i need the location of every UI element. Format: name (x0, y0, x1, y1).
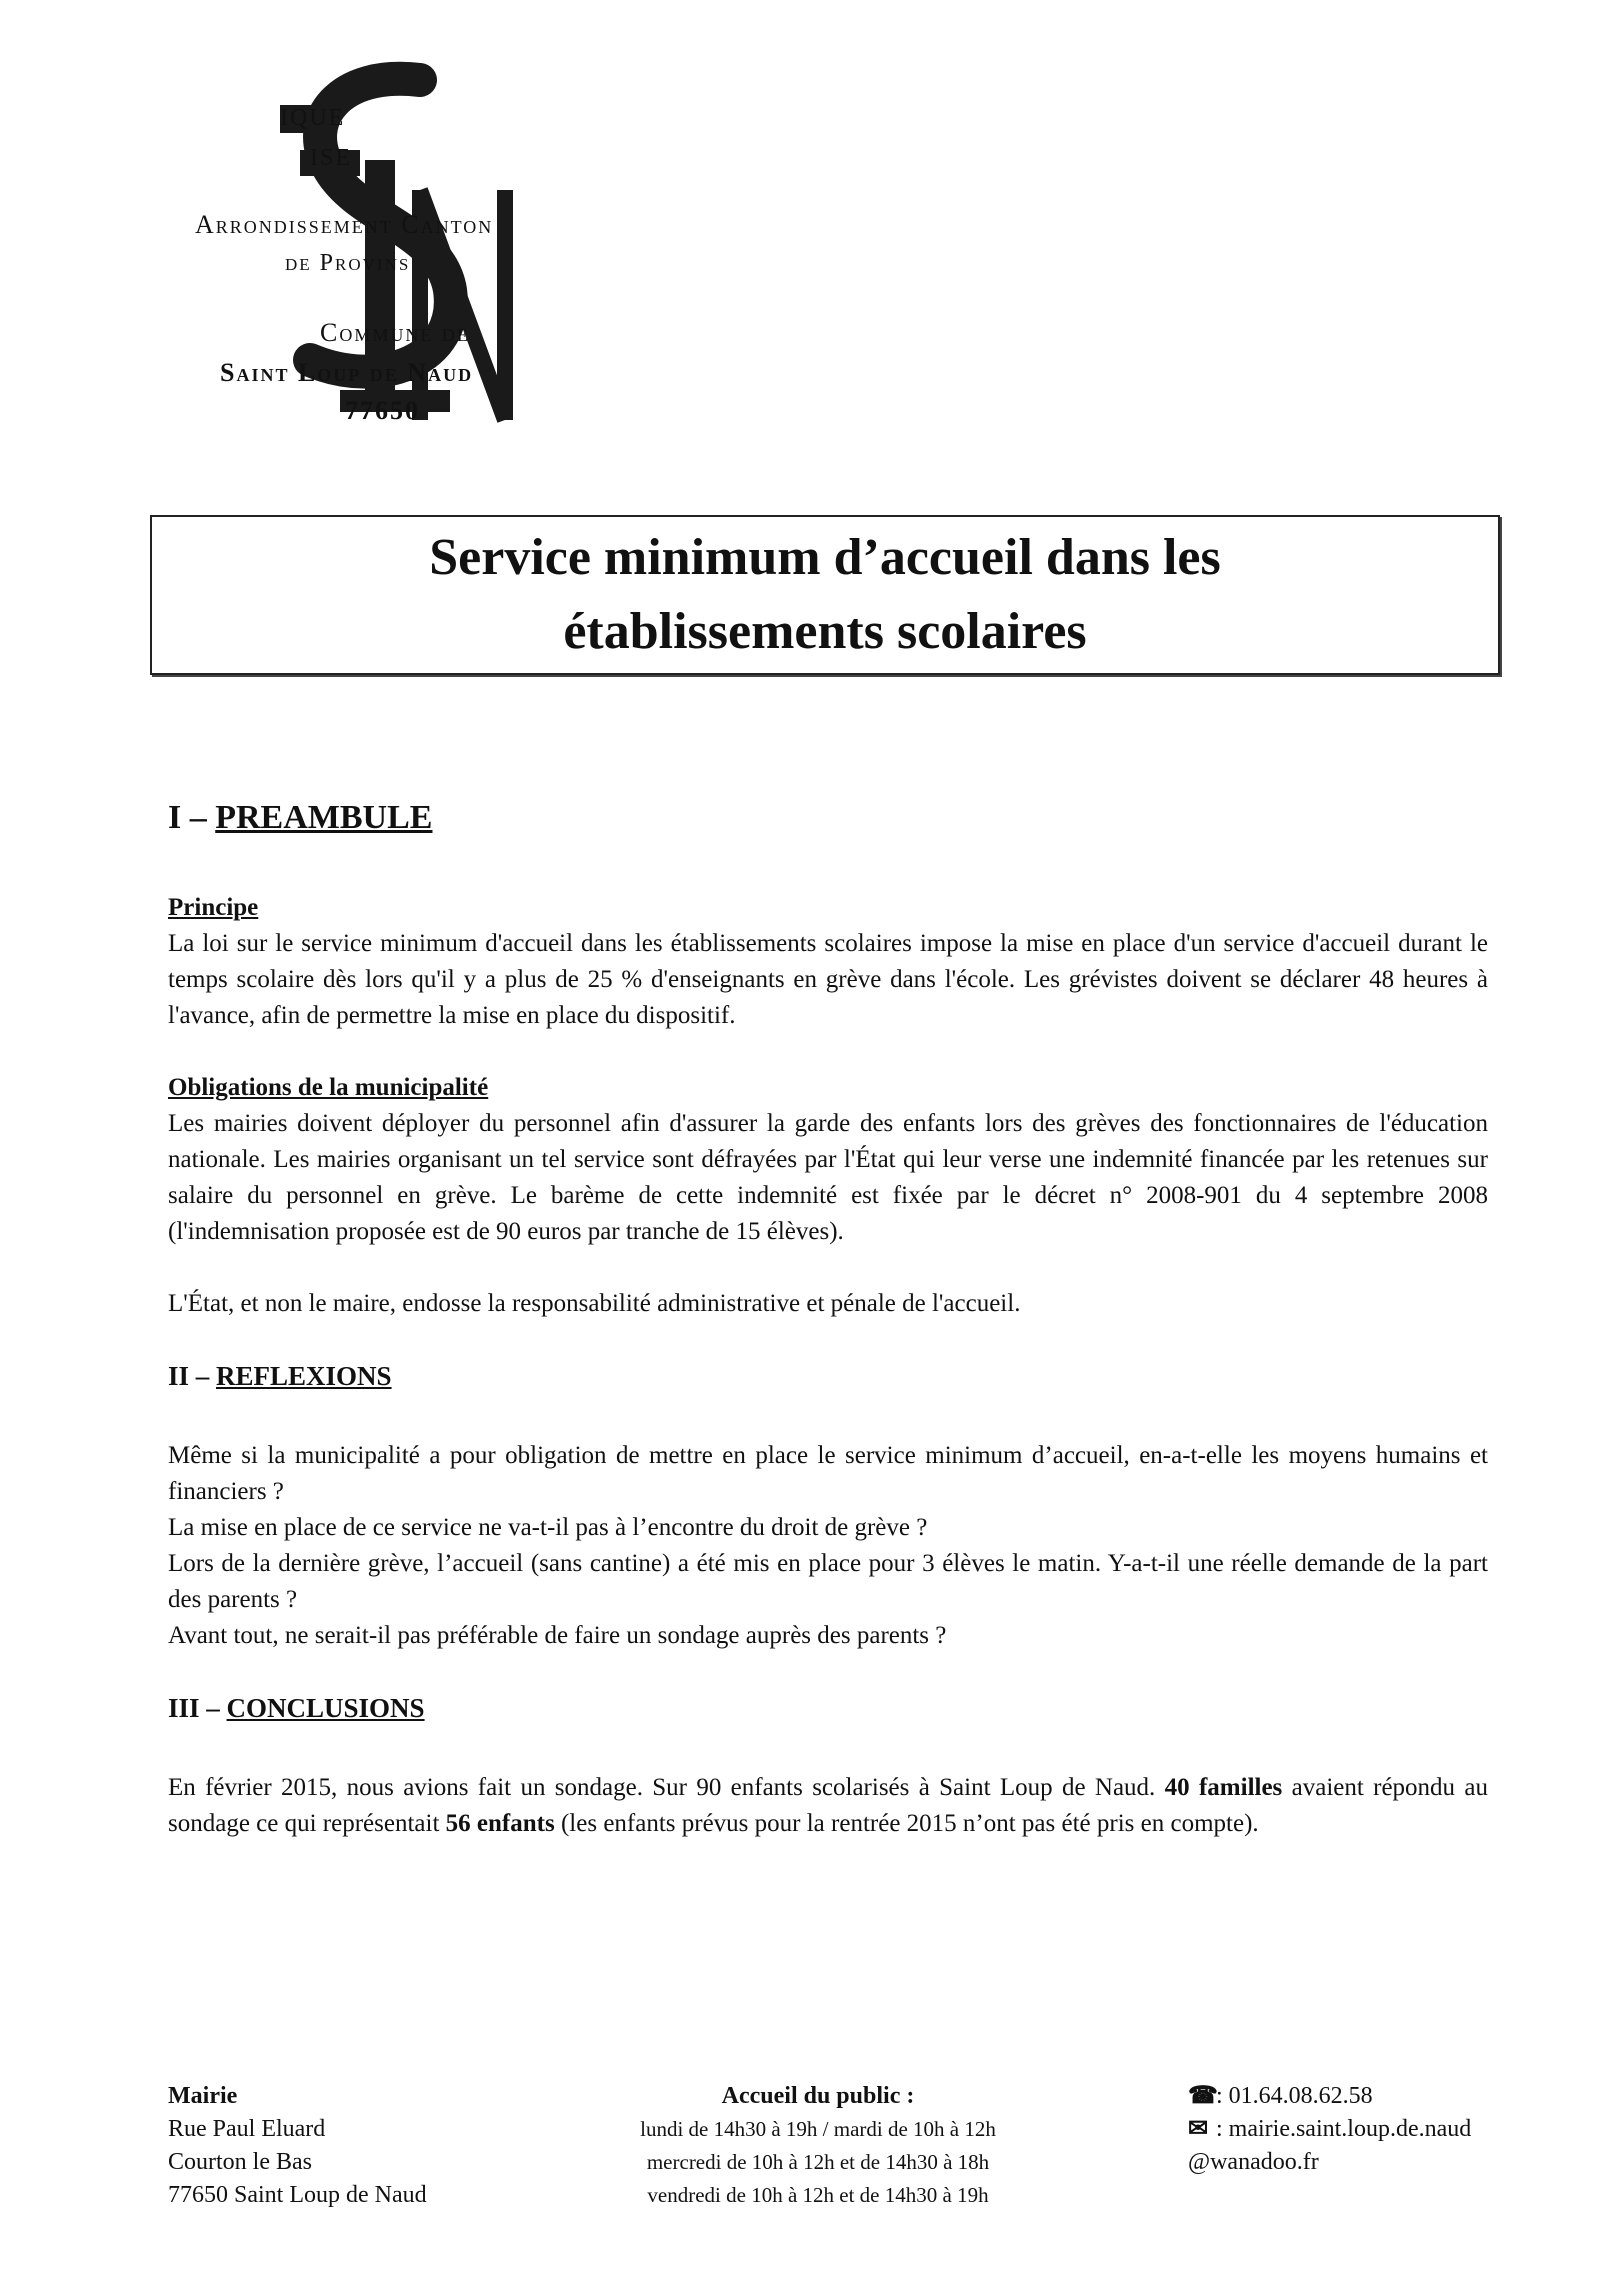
obligations-text: Les mairies doivent déployer du personnel afin d'assurer la garde des enfants lors des grèves des fonctionnaires de l'éducation nationale. Les mairies organisant un tel service sont défrayées par l'État qui leur verse une indemnité financée par les retenues sur salaire du personnel en grève. Le barème de cette indemnité est fixée par le décret n° 2008-901 du 4 septembre 2008 (l'indemnisation proposée est de 90 euros par tranche de 15 élèves). (168, 1110, 1488, 1245)
document-title (429, 521, 1221, 669)
heading-text: PREAMBULE (215, 799, 433, 836)
conclusions-part-a: En février 2015, nous avions fait un sondage. Sur 90 enfants scolarisés à Saint Loup de Naud. (168, 1774, 1165, 1801)
principe-text: La loi sur le service minimum d'accueil dans les établissements scolaires impose la mise en place d'un service d'accueil durant le temps scolaire dès lors qu'il y a plus de 25 % d'enseignants en grève dans l'école. Les grévistes doivent se déclarer 48 heures à l'avance, afin de permettre la mise en place du dispositif. (168, 930, 1488, 1029)
address-line-3: 77650 Saint Loup de Naud (168, 2182, 427, 2208)
letterhead-postcode: 77650 (345, 396, 420, 425)
letterhead-town: Saint Loup de Naud (220, 358, 474, 387)
address-line-1: Rue Paul Eluard (168, 2116, 326, 2142)
heading-number: I – (168, 799, 216, 836)
section-conclusions-heading (168, 1690, 1488, 1726)
obligations-title: Obligations de la municipalité (168, 1074, 489, 1101)
email-line-1: : mairie.saint.loup.de.naud (1210, 2116, 1472, 2142)
letterhead-provins: de Provins (285, 250, 411, 276)
title-line-2: établissements scolaires (563, 603, 1087, 660)
email-line-2: @wanadoo.fr (1188, 2149, 1319, 2175)
email-row (1188, 2113, 1471, 2146)
phone-number: : 01.64.08.62.58 (1210, 2083, 1373, 2109)
phone-row (1188, 2080, 1471, 2113)
reflexions-text-4: Avant tout, ne serait-il pas préférable de faire un sondage auprès des parents ? (168, 1622, 947, 1649)
conclusions-familles: 40 familles (1164, 1774, 1283, 1801)
hours-line-1: lundi de 14h30 à 19h / mardi de 10h à 12h (640, 2117, 996, 2141)
letterhead-line-2: ISE (310, 145, 352, 171)
heading-number: III – (168, 1693, 227, 1723)
etat-text: L'État, et non le maire, endosse la responsabilité administrative et pénale de l'accueil. (168, 1290, 1021, 1317)
reflexions-text-1: Même si la municipalité a pour obligation de mettre en place le service minimum d’accueil, en-a-t-elle les moyens humains et financiers ? (168, 1442, 1488, 1505)
hours-line-2: mercredi de 10h à 12h et de 14h30 à 18h (646, 2150, 990, 2174)
phone-icon: ☎ (1188, 2083, 1218, 2109)
heading-number: II – (168, 1361, 217, 1391)
section-preambule-heading (168, 800, 1488, 836)
accueil-title: Accueil du public : (721, 2083, 915, 2109)
principe-title: Principe (168, 894, 259, 921)
conclusions-enfants: 56 enfants (445, 1810, 555, 1837)
footer (168, 2080, 1548, 2220)
letterhead-commune: Commune de (320, 318, 470, 347)
footer-contact (1188, 2080, 1471, 2179)
reflexions-text-2: La mise en place de ce service ne va-t-il pas à l’encontre du droit de grève ? (168, 1514, 928, 1541)
letterhead-arrondissement: Arrondissement Canton (195, 210, 494, 239)
letterhead (150, 60, 620, 440)
mail-icon: ✉ (1188, 2116, 1209, 2142)
conclusions-part-b: avaient répondu au sondage ce qui représentait (168, 1774, 1488, 1837)
hours-line-3: vendredi de 10h à 12h et de 14h30 à 19h (647, 2183, 989, 2207)
address-line-2: Courton le Bas (168, 2149, 312, 2175)
section-reflexions-heading (168, 1358, 1488, 1394)
heading-text: CONCLUSIONS (226, 1693, 425, 1723)
conclusions-part-c: (les enfants prévus pour la rentrée 2015 n’ont pas été pris en compte). (554, 1810, 1259, 1837)
reflexions-text-3: Lors de la dernière grève, l’accueil (sans cantine) a été mis en place pour 3 élèves le matin. Y-a-t-il une réelle demande de la part des parents ? (168, 1550, 1488, 1613)
conclusions-text (168, 1770, 1488, 1842)
title-line-1: Service minimum d’accueil dans les (429, 529, 1221, 586)
mairie-title: Mairie (168, 2083, 238, 2109)
title-box (150, 515, 1500, 675)
letterhead-line-1: IQUE (280, 105, 346, 131)
footer-address (168, 2080, 427, 2212)
document-body (168, 800, 1488, 1842)
heading-text: REFLEXIONS (216, 1361, 392, 1391)
footer-hours (608, 2080, 1028, 2212)
